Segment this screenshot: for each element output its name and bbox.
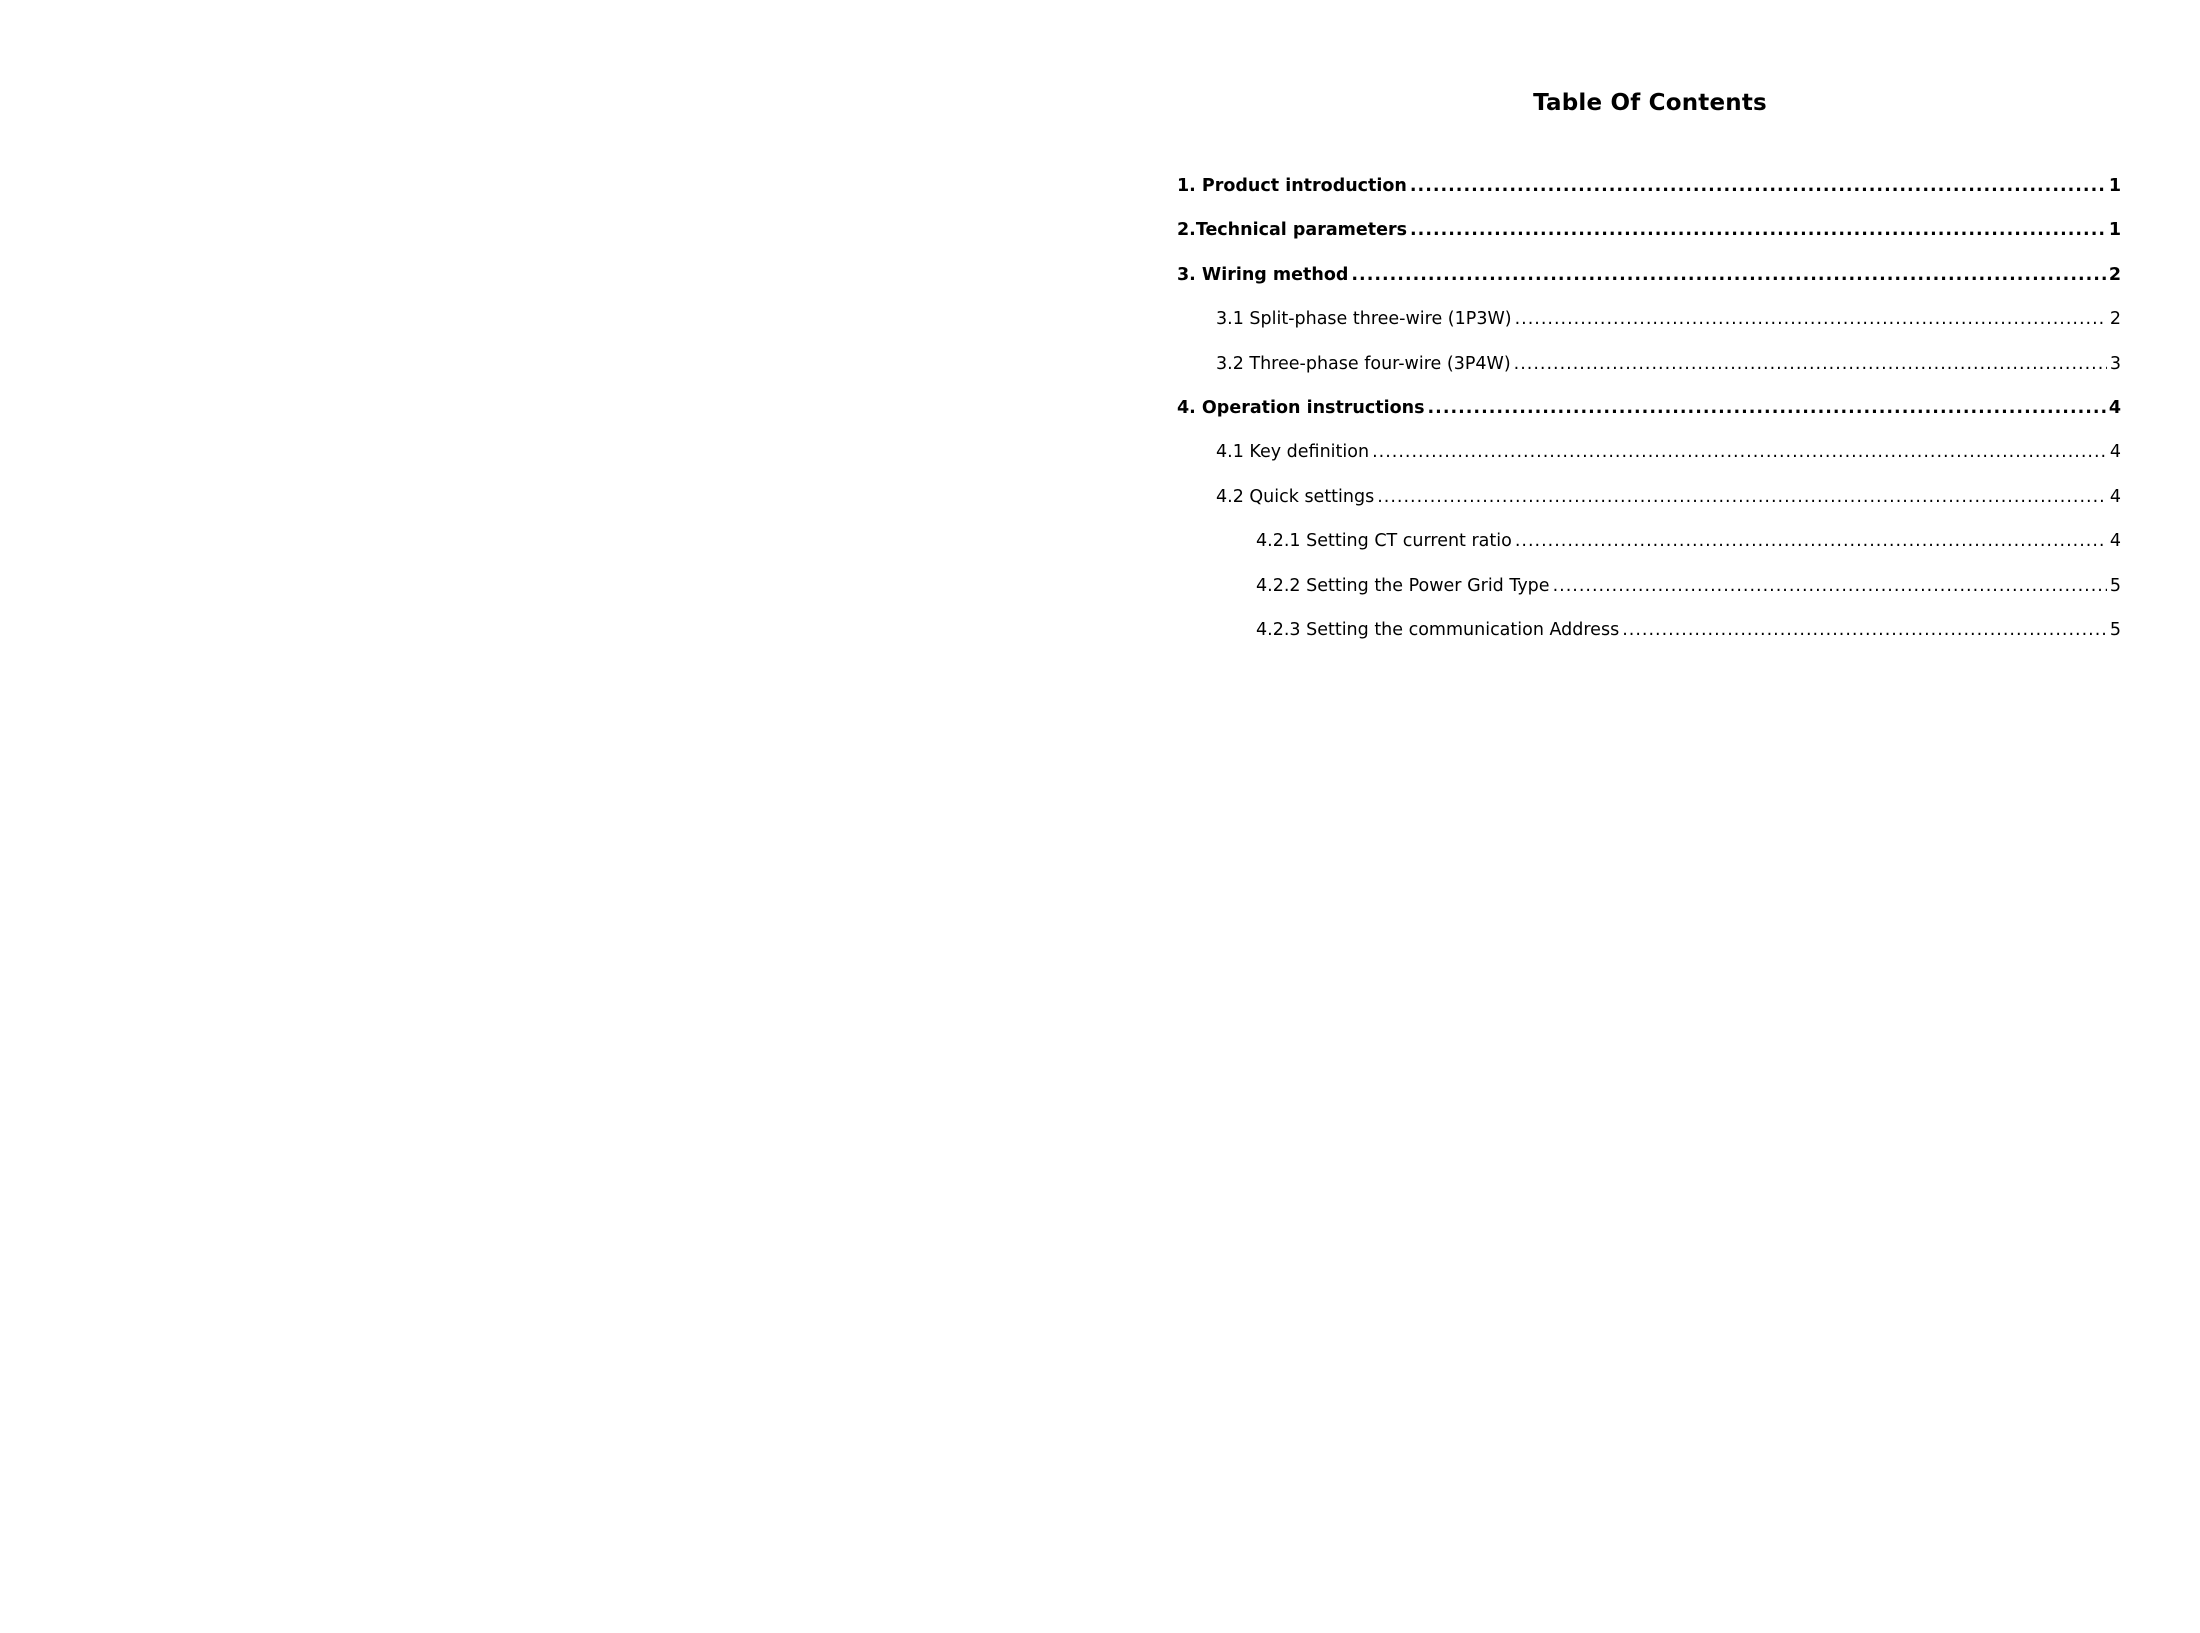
toc-entry-label: 4.2 Quick settings xyxy=(1216,486,1375,507)
toc-page-number: 1 xyxy=(2108,176,2121,196)
toc-entry-label: 3.1 Split-phase three-wire (1P3W) xyxy=(1216,309,1512,330)
toc-entry-operation-instructions[interactable] xyxy=(1177,398,2121,442)
toc-page-number: 1 xyxy=(2108,220,2121,241)
dot-leader xyxy=(1514,354,2107,374)
toc-page-number: 5 xyxy=(2109,575,2121,596)
toc-entry-label: 2.Technical parameters xyxy=(1177,220,1408,241)
toc-page-number: 4 xyxy=(2109,531,2121,552)
toc-title: Table Of Contents xyxy=(1533,90,1767,116)
toc-entry-quick-settings[interactable] xyxy=(1177,487,2121,531)
toc-entry-label: 4.2.1 Setting CT current ratio xyxy=(1256,531,1512,552)
toc-entry-key-definition[interactable] xyxy=(1177,442,2121,486)
toc-page-number: 5 xyxy=(2109,619,2121,640)
dot-leader xyxy=(1351,265,2105,285)
toc-entry-product-introduction[interactable] xyxy=(1177,176,2121,220)
toc-page-number: 2 xyxy=(2108,264,2121,285)
toc-entry-setting-power-grid-type[interactable] xyxy=(1177,576,2121,620)
dot-leader xyxy=(1515,309,2107,329)
table-of-contents-page xyxy=(1100,0,2200,1633)
toc-entry-setting-communication-address[interactable] xyxy=(1177,620,2121,664)
toc-page-number: 4 xyxy=(2109,486,2121,507)
dot-leader xyxy=(1553,576,2107,596)
toc-entry-three-phase-four-wire[interactable] xyxy=(1177,354,2121,398)
toc-entry-label: 4.1 Key definition xyxy=(1216,442,1370,463)
toc-list xyxy=(1177,176,2121,664)
dot-leader xyxy=(1515,531,2107,551)
toc-entry-wiring-method[interactable] xyxy=(1177,265,2121,309)
toc-entry-setting-ct-current-ratio[interactable] xyxy=(1177,531,2121,575)
toc-page-number: 2 xyxy=(2109,309,2121,330)
toc-entry-split-phase-three-wire[interactable] xyxy=(1177,309,2121,353)
toc-page-number: 4 xyxy=(2109,442,2121,463)
dot-leader xyxy=(1410,220,2106,240)
toc-entry-label: 4. Operation instructions xyxy=(1177,397,1425,418)
toc-entry-label: 3.2 Three-phase four-wire (3P4W) xyxy=(1216,353,1511,374)
toc-entry-label: 4.2.2 Setting the Power Grid Type xyxy=(1256,575,1550,596)
dot-leader xyxy=(1428,398,2106,418)
dot-leader xyxy=(1377,487,2107,507)
dot-leader xyxy=(1372,442,2107,462)
toc-entry-technical-parameters[interactable] xyxy=(1177,220,2121,264)
toc-page-number: 4 xyxy=(2108,397,2121,418)
dot-leader xyxy=(1410,176,2106,196)
toc-entry-label: 3. Wiring method xyxy=(1177,264,1349,285)
toc-page-number: 3 xyxy=(2109,353,2121,374)
toc-entry-label: 1. Product introduction xyxy=(1177,176,1407,196)
toc-entry-label: 4.2.3 Setting the communication Address xyxy=(1256,619,1620,640)
dot-leader xyxy=(1622,620,2107,640)
